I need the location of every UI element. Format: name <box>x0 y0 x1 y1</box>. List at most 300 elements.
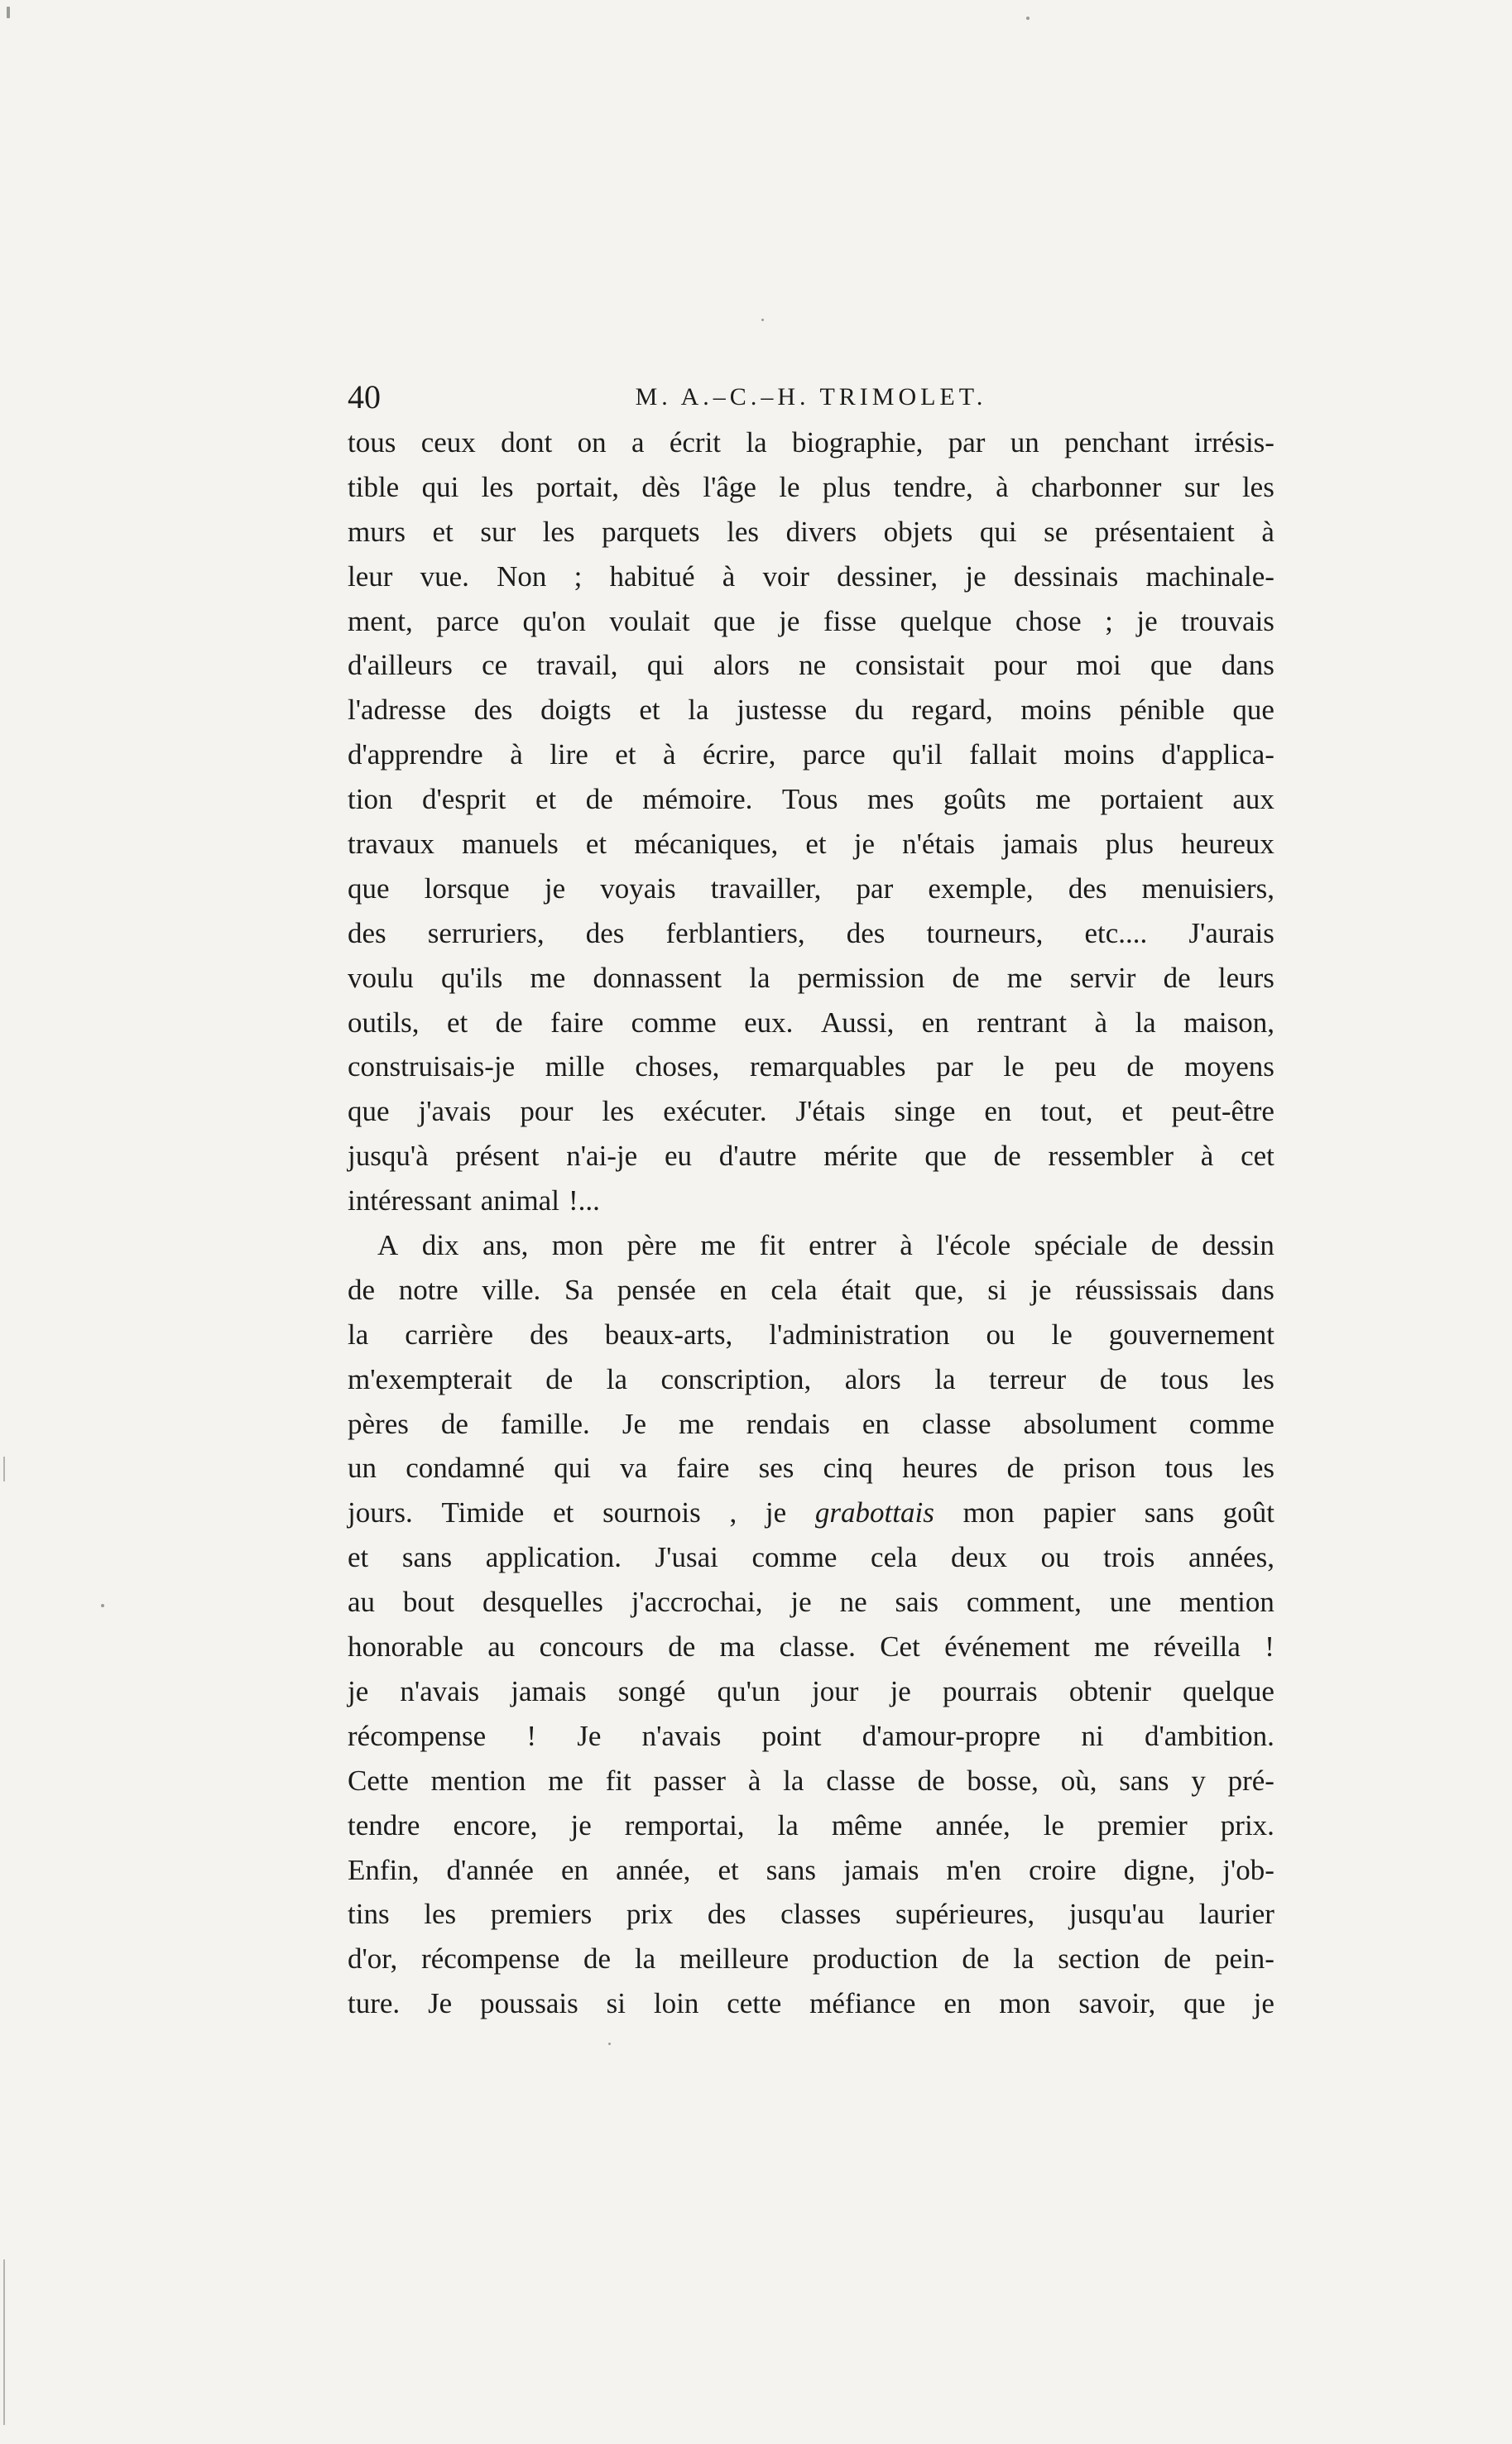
word: spéciale <box>1034 1229 1128 1262</box>
word: production <box>812 1942 938 1976</box>
word: la <box>777 1808 799 1841</box>
word: manuels <box>462 828 559 861</box>
text-line <box>348 1714 1274 1759</box>
word: réussissais <box>1075 1273 1198 1306</box>
word: méfiance <box>809 1987 916 2020</box>
word: classe <box>921 1407 991 1440</box>
word: J'étais <box>795 1095 866 1128</box>
word: que <box>348 871 390 905</box>
word: la <box>348 1318 369 1351</box>
word: fit <box>605 1764 631 1797</box>
word: comme <box>751 1541 838 1574</box>
word: J'aurais <box>1188 916 1274 949</box>
word: de <box>668 1630 696 1664</box>
word: mes <box>866 783 914 816</box>
word: classe. <box>779 1630 856 1664</box>
word: de <box>348 1273 376 1306</box>
word: d'amour-propre <box>862 1719 1041 1752</box>
word: et <box>446 1006 468 1039</box>
word: loin <box>653 1987 699 2020</box>
word: notre <box>398 1273 458 1306</box>
word: le <box>1043 1808 1064 1841</box>
word: donnassent <box>593 961 722 994</box>
word: leurs <box>1217 961 1274 994</box>
word: du <box>854 694 884 727</box>
text-line <box>348 1625 1274 1669</box>
word: dans <box>1221 1273 1274 1306</box>
word: que <box>1183 1987 1226 2020</box>
word: qui <box>979 515 1017 548</box>
word: de <box>440 1407 468 1440</box>
word: etc.... <box>1084 916 1148 949</box>
word: remarquables <box>749 1050 906 1083</box>
word: dont <box>501 426 553 459</box>
word: sans <box>1144 1496 1195 1529</box>
word: si <box>987 1273 1007 1306</box>
word: travailler, <box>710 871 822 905</box>
word: et <box>718 1853 739 1886</box>
word: mon <box>999 1987 1051 2020</box>
word: qu'un <box>717 1674 780 1707</box>
word: tins <box>348 1898 390 1931</box>
word: gouvernement <box>1108 1318 1274 1351</box>
word: cinq <box>823 1452 873 1485</box>
word: de <box>495 1006 523 1039</box>
word: n'avais <box>400 1674 480 1707</box>
word: dessinais <box>1013 559 1119 593</box>
text-line <box>348 1759 1274 1803</box>
text-line <box>348 1981 1274 2026</box>
word: tous <box>1164 1452 1213 1485</box>
text-line <box>348 599 1274 644</box>
word: je <box>348 1674 369 1707</box>
word: sans <box>401 1541 453 1574</box>
text-line <box>348 1580 1274 1625</box>
word: je <box>965 559 986 593</box>
word: ans, <box>482 1229 529 1262</box>
word: Je <box>622 1407 646 1440</box>
scan-speck <box>608 2043 611 2045</box>
word: songé <box>617 1674 686 1707</box>
word: dès <box>641 470 680 503</box>
word: faire <box>676 1452 730 1485</box>
word: section <box>1058 1942 1140 1976</box>
word: machinale- <box>1145 559 1274 593</box>
word: animal <box>480 1184 559 1217</box>
word: consistait <box>855 649 965 682</box>
word: pour <box>520 1095 574 1128</box>
word: voulu <box>348 961 414 994</box>
word: m'en <box>946 1853 1002 1886</box>
word: sans <box>1119 1764 1169 1797</box>
word: Timide <box>441 1496 525 1529</box>
word: bout <box>402 1586 455 1619</box>
word: jusqu'à <box>348 1140 429 1173</box>
word: portaient <box>1100 783 1203 816</box>
word: ment, <box>348 604 413 637</box>
word: charbonner <box>1031 470 1162 503</box>
text-line <box>348 867 1274 911</box>
word: mécaniques, <box>634 828 779 861</box>
word: mémoire. <box>642 783 753 816</box>
word: construisais-je <box>348 1050 516 1083</box>
word: n'avais <box>641 1719 722 1752</box>
word: qu'il <box>892 738 943 771</box>
text-line <box>348 732 1274 777</box>
word: l'adresse <box>348 694 447 727</box>
word: ne <box>799 649 827 682</box>
word: récompense <box>421 1942 560 1976</box>
word: je <box>1136 604 1158 637</box>
word: à <box>663 738 676 771</box>
word: comme <box>631 1006 717 1039</box>
word: événement <box>944 1630 1070 1664</box>
word: laurier <box>1198 1898 1274 1931</box>
text-line <box>348 822 1274 867</box>
word: va <box>620 1452 648 1485</box>
word: les <box>1242 1362 1274 1395</box>
word: beaux-arts, <box>604 1318 733 1351</box>
word: divers <box>785 515 857 548</box>
word: des <box>473 694 513 727</box>
word: des <box>1068 871 1107 905</box>
word: faire <box>550 1006 604 1039</box>
word: à <box>900 1229 913 1262</box>
word: ! <box>1265 1630 1274 1664</box>
word: une <box>1109 1586 1152 1619</box>
text-line <box>348 1669 1274 1714</box>
word: ferblantiers, <box>665 916 805 949</box>
word: sans <box>766 1853 817 1886</box>
word: moins <box>1063 738 1135 771</box>
word: la <box>634 1942 656 1976</box>
word: pères <box>348 1407 409 1440</box>
word: doigts <box>540 694 612 727</box>
word: j'ob- <box>1222 1853 1274 1886</box>
word: lorsque <box>424 871 510 905</box>
word: qu'ils <box>440 961 503 994</box>
word: carrière <box>405 1318 494 1351</box>
running-head <box>348 372 1274 422</box>
text-line <box>348 1313 1274 1357</box>
word: dans <box>1221 649 1274 682</box>
word: ou <box>1040 1541 1070 1574</box>
word: trouvais <box>1181 604 1274 637</box>
word: Je <box>577 1719 602 1752</box>
word: le <box>779 470 800 503</box>
word: de <box>952 961 980 994</box>
word: sur <box>480 515 516 548</box>
word: en <box>921 1006 949 1039</box>
text-line <box>348 911 1274 956</box>
word: que <box>924 1140 967 1173</box>
word: je <box>1253 1987 1274 2020</box>
word: sur <box>1183 470 1220 503</box>
word: par <box>948 426 986 459</box>
word: récompense <box>348 1719 487 1752</box>
word: en <box>984 1095 1012 1128</box>
word: que <box>1150 649 1193 682</box>
word: des <box>707 1898 746 1931</box>
word: Aussi, <box>820 1006 895 1039</box>
word: plus <box>822 470 871 503</box>
word: eu <box>664 1140 692 1173</box>
text-line <box>348 1179 1274 1223</box>
text-line <box>348 956 1274 1001</box>
word: présent <box>455 1140 540 1173</box>
word: remportai, <box>624 1808 745 1841</box>
word: encore, <box>453 1808 538 1841</box>
word: où, <box>1060 1764 1097 1797</box>
word: j'accrochai, <box>631 1586 763 1619</box>
word: Sa <box>564 1273 593 1306</box>
scan-speck <box>761 319 764 321</box>
word: fit <box>759 1229 785 1262</box>
word: Non <box>497 559 547 593</box>
word: prix <box>626 1898 674 1931</box>
word: dessin <box>1202 1229 1274 1262</box>
word: tion <box>348 783 393 816</box>
word: et <box>639 694 660 727</box>
word: papier <box>1043 1496 1116 1529</box>
word: me <box>700 1229 737 1262</box>
word: servir <box>1069 961 1136 994</box>
word: irrésis- <box>1193 426 1274 459</box>
word: tendre <box>348 1808 420 1841</box>
word: Cette <box>348 1764 409 1797</box>
word: grabottais <box>814 1496 934 1529</box>
word: prix. <box>1220 1808 1274 1841</box>
running-title: M. A.–C.–H. TRIMOLET. <box>635 383 987 411</box>
word: justesse <box>737 694 828 727</box>
page-number: 40 <box>348 378 381 415</box>
word: permission <box>797 961 925 994</box>
text-line <box>348 1089 1274 1134</box>
scan-speck <box>1026 17 1030 20</box>
word: à <box>1261 515 1274 548</box>
word: que <box>348 1095 390 1128</box>
word: condamné <box>406 1452 526 1485</box>
word: singe <box>894 1095 956 1128</box>
text-line <box>348 420 1274 465</box>
word: pénible <box>1119 694 1205 727</box>
word: pré- <box>1227 1764 1274 1797</box>
text-line <box>348 465 1274 510</box>
word: savoir, <box>1078 1987 1156 2020</box>
word: de <box>1150 1229 1178 1262</box>
word: moins <box>1020 694 1092 727</box>
word: réveilla <box>1154 1630 1241 1664</box>
word: comme <box>1188 1407 1274 1440</box>
word: meilleure <box>679 1942 790 1976</box>
word: de <box>1126 1050 1154 1083</box>
word: voulait <box>609 604 690 637</box>
word: me <box>548 1764 583 1797</box>
word: pensée <box>617 1273 696 1306</box>
word: sais <box>895 1586 938 1619</box>
word: Enfin, <box>348 1853 420 1886</box>
word: je <box>853 828 875 861</box>
word: cela <box>770 1273 818 1306</box>
word: concours <box>539 1630 644 1664</box>
scan-speck <box>7 7 10 18</box>
word: Tous <box>781 783 838 816</box>
word: peu <box>1054 1050 1097 1083</box>
word: entrer <box>809 1229 876 1262</box>
word: année, <box>616 1853 691 1886</box>
word: pourrais <box>942 1674 1038 1707</box>
word: fallait <box>969 738 1037 771</box>
word: peut-être <box>1171 1095 1274 1128</box>
word: un <box>1010 426 1039 459</box>
word: application. <box>485 1541 622 1574</box>
word: en <box>943 1987 972 2020</box>
word: à <box>747 1764 761 1797</box>
word: moi <box>1076 649 1121 682</box>
word: d'applica- <box>1161 738 1274 771</box>
word: en <box>719 1273 747 1306</box>
text-line <box>348 1357 1274 1402</box>
text-line <box>348 1446 1274 1491</box>
word: la <box>688 694 709 727</box>
text-line <box>348 1268 1274 1313</box>
word: l'administration <box>769 1318 950 1351</box>
word: exemple, <box>928 871 1034 905</box>
word: et <box>432 515 454 548</box>
word: ceux <box>420 426 476 459</box>
word: et <box>553 1496 574 1529</box>
word: A <box>377 1229 399 1262</box>
word: menuisiers, <box>1141 871 1274 905</box>
scan-speck <box>101 1604 104 1607</box>
word: choses, <box>635 1050 720 1083</box>
word: ! <box>526 1719 537 1752</box>
word: et <box>805 828 827 861</box>
word: d'apprendre <box>348 738 483 771</box>
word: je <box>544 871 566 905</box>
word: ma <box>719 1630 756 1664</box>
word: les <box>1242 1452 1274 1485</box>
word: intéressant <box>348 1184 472 1217</box>
word: parquets <box>602 515 700 548</box>
word: et <box>348 1541 369 1574</box>
word: les <box>727 515 760 548</box>
word: qui <box>554 1452 591 1485</box>
word: lire <box>550 738 588 771</box>
word: à <box>722 559 736 593</box>
word: me <box>1006 961 1043 994</box>
word: un <box>348 1452 377 1485</box>
word: par <box>856 871 894 905</box>
word: au <box>348 1586 376 1619</box>
word: serruriers, <box>427 916 545 949</box>
word: cette <box>727 1987 782 2020</box>
word: ; <box>574 559 583 593</box>
word: digne, <box>1123 1853 1196 1886</box>
word: objets <box>883 515 953 548</box>
word: heures <box>902 1452 978 1485</box>
word: d'année <box>446 1853 534 1886</box>
word: de <box>1163 961 1191 994</box>
word: tible <box>348 470 400 503</box>
word: à <box>1200 1140 1214 1173</box>
text-line <box>348 1892 1274 1937</box>
word: je <box>1030 1273 1052 1306</box>
word: les <box>542 515 575 548</box>
word: me <box>530 961 566 994</box>
word: aux <box>1232 783 1274 816</box>
word: me <box>1035 783 1071 816</box>
word: la <box>934 1362 956 1395</box>
word: travail, <box>536 649 618 682</box>
word: croire <box>1029 1853 1097 1886</box>
word: moyens <box>1184 1050 1274 1083</box>
word: classes <box>780 1898 862 1931</box>
text-line <box>348 1134 1274 1179</box>
text-line <box>348 688 1274 732</box>
word: pour <box>993 649 1048 682</box>
word: Je <box>428 1987 453 2020</box>
word: je <box>779 604 800 637</box>
word: était <box>841 1273 891 1306</box>
word: de <box>583 1942 612 1976</box>
text-line <box>348 1001 1274 1045</box>
word: ressembler <box>1048 1140 1174 1173</box>
word: à <box>996 470 1009 503</box>
word: se <box>1044 515 1068 548</box>
word: bosse, <box>967 1764 1039 1797</box>
word: , <box>729 1496 737 1529</box>
word: présentaient <box>1094 515 1235 548</box>
word: des <box>846 916 886 949</box>
word: les <box>424 1898 457 1931</box>
word: ni <box>1081 1719 1104 1752</box>
word: de <box>962 1942 990 1976</box>
word: quelque <box>1183 1674 1274 1707</box>
word: dessiner, <box>837 559 938 593</box>
word: de <box>545 1362 574 1395</box>
word: jamais <box>511 1674 587 1707</box>
word: la <box>783 1764 804 1797</box>
word: même <box>831 1808 903 1841</box>
word: honorable <box>348 1630 463 1664</box>
word: le <box>1003 1050 1025 1083</box>
text-line <box>348 777 1274 822</box>
word: cet <box>1241 1140 1274 1173</box>
word: cela <box>871 1541 918 1574</box>
word: dix <box>421 1229 459 1262</box>
word: d'ailleurs <box>348 649 453 682</box>
word: à <box>510 738 523 771</box>
word: point <box>761 1719 822 1752</box>
word: que <box>1232 694 1274 727</box>
word: prison <box>1063 1452 1136 1485</box>
word: travaux <box>348 828 434 861</box>
word: mille <box>545 1050 605 1083</box>
word: mon <box>962 1496 1015 1529</box>
word: je <box>890 1674 911 1707</box>
word: maison, <box>1183 1006 1274 1039</box>
word: absolument <box>1023 1407 1157 1440</box>
word: leur <box>348 559 393 593</box>
word: alors <box>844 1362 901 1395</box>
word: obtenir <box>1068 1674 1151 1707</box>
word: m'exempterait <box>348 1362 512 1395</box>
word: voir <box>762 559 809 593</box>
word: murs <box>348 515 406 548</box>
word: jour <box>812 1674 859 1707</box>
word: a <box>631 426 645 459</box>
